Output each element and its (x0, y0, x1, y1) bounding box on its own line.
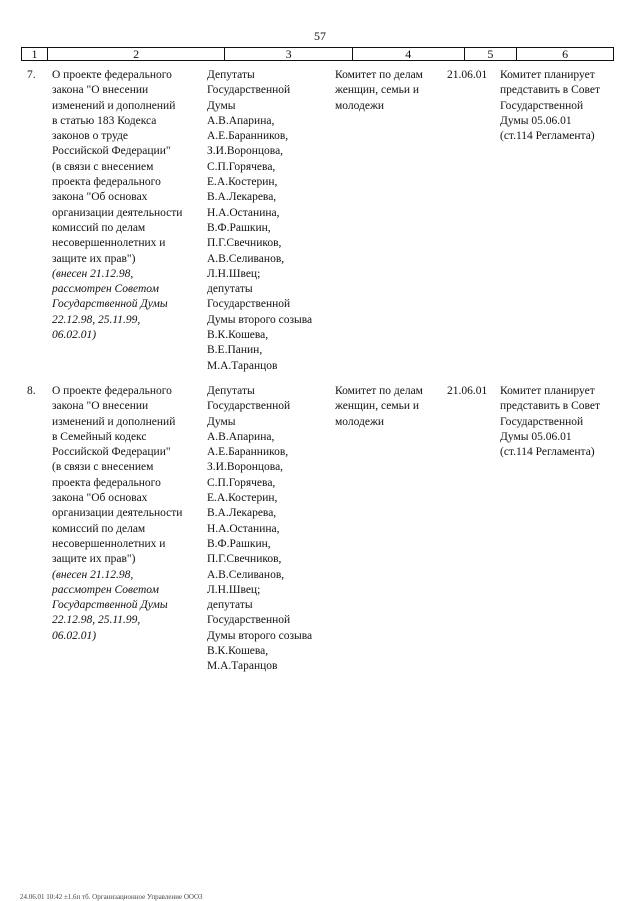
text-line: Комитет планирует (500, 69, 595, 81)
text-line: Думы (207, 99, 236, 112)
text-line: изменений и дополнений (52, 415, 176, 428)
text-line: Е.А.Костерин, (207, 492, 278, 505)
bill-title (52, 384, 202, 644)
entry-number: 7. (27, 69, 36, 81)
text-line: Государственной (207, 298, 291, 311)
text-line: Е.А.Костерин, (207, 176, 278, 189)
text-line: организации деятельности (52, 206, 183, 219)
text-line: Депутаты (207, 385, 255, 397)
entry-number: 8. (27, 385, 36, 397)
text-line: В.А.Лекарева, (207, 191, 277, 204)
text-line: защите их прав") (52, 252, 136, 265)
text-line: (внесен 21.12.98, (52, 568, 134, 581)
text-line: комиссий по делам (52, 522, 146, 535)
header-col-3: 3 (225, 48, 353, 60)
text-line: С.П.Горячева, (207, 476, 276, 489)
text-line: А.В.Селиванов, (207, 252, 285, 265)
text-line: (в связи с внесением (52, 461, 154, 474)
text-line: А.В.Селиванов, (207, 568, 285, 581)
text-line: в Семейный кодекс (52, 430, 147, 443)
text-line: законов о труде (52, 130, 128, 143)
text-line: Депутаты (207, 69, 255, 81)
responsible-committee (335, 384, 443, 430)
text-line: О проекте федерального (52, 69, 172, 81)
text-line: Л.Н.Швец; (207, 267, 261, 280)
text-line: В.Ф.Рашкин, (207, 221, 271, 234)
committee-note (500, 68, 618, 144)
text-line: Государственной Думы (52, 599, 168, 612)
responsible-committee (335, 68, 443, 114)
text-line: А.Е.Баранников, (207, 130, 289, 143)
text-line: Н.А.Останина, (207, 206, 280, 219)
text-line: Думы второго созыва (207, 629, 313, 642)
text-line: организации деятельности (52, 507, 183, 520)
text-line: Государственной (207, 84, 291, 97)
review-date: 21.06.01 (447, 385, 488, 397)
text-line: О проекте федерального (52, 385, 172, 397)
text-line: 22.12.98, 25.11.99, (52, 614, 141, 627)
text-line: Комитет планирует (500, 385, 595, 397)
table-header-row (21, 47, 614, 61)
text-line: представить в Совет (500, 84, 601, 97)
text-line: 22.12.98, 25.11.99, (52, 313, 141, 326)
text-line: В.Ф.Рашкин, (207, 537, 271, 550)
text-line: В.А.Лекарева, (207, 507, 277, 520)
fax-footer: 24.06.01 10:42 ±1.6п тб. Организационное Управление ООО3 (20, 893, 203, 901)
text-line: М.А.Таранцов (207, 359, 278, 372)
text-line: Думы второго созыва (207, 313, 313, 326)
text-line: изменений и дополнений (52, 99, 176, 112)
bill-title (52, 68, 202, 343)
text-line: закона "Об основах (52, 492, 148, 505)
text-line: молодежи (335, 415, 385, 428)
committee-note (500, 384, 618, 460)
text-line: П.Г.Свечников, (207, 553, 282, 566)
text-line: З.И.Воронцова, (207, 461, 284, 474)
text-line: Российской Федерации" (52, 145, 171, 158)
text-line: А.Е.Баранников, (207, 446, 289, 459)
header-col-4: 4 (353, 48, 465, 60)
text-line: закона "О внесении (52, 84, 149, 97)
text-line: 06.02.01) (52, 329, 97, 342)
header-col-2: 2 (48, 48, 225, 60)
text-line: Государственной (500, 99, 584, 112)
text-line: закона "О внесении (52, 400, 149, 413)
bill-authors (207, 384, 332, 675)
text-line: несовершеннолетних и (52, 537, 166, 550)
text-line: Государственной (207, 400, 291, 413)
text-line: А.В.Апарина, (207, 430, 275, 443)
text-line: Российской Федерации" (52, 446, 171, 459)
text-line: рассмотрен Советом (52, 283, 159, 296)
text-line: С.П.Горячева, (207, 160, 276, 173)
text-line: Государственной (500, 415, 584, 428)
review-date: 21.06.01 (447, 69, 488, 81)
text-line: П.Г.Свечников, (207, 237, 282, 250)
text-line: женщин, семьи и (335, 400, 420, 413)
bill-history (52, 568, 202, 644)
text-line: А.В.Апарина, (207, 114, 275, 127)
text-line: несовершеннолетних и (52, 237, 166, 250)
text-line: В.Е.Панин, (207, 344, 263, 357)
header-col-1: 1 (22, 48, 48, 60)
text-line: депутаты (207, 283, 253, 296)
text-line: В.К.Кошева, (207, 645, 269, 658)
text-line: Думы (207, 415, 236, 428)
text-line: (ст.114 Регламента) (500, 446, 595, 459)
text-line: комиссий по делам (52, 221, 146, 234)
text-line: (ст.114 Регламента) (500, 130, 595, 143)
text-line: женщин, семьи и (335, 84, 420, 97)
bill-history (52, 267, 202, 343)
text-line: Л.Н.Швец; (207, 583, 261, 596)
text-line: защите их прав") (52, 553, 136, 566)
text-line: закона "Об основах (52, 191, 148, 204)
text-line: (внесен 21.12.98, (52, 267, 134, 280)
text-line: молодежи (335, 99, 385, 112)
text-line: представить в Совет (500, 400, 601, 413)
text-line: Государственной Думы (52, 298, 168, 311)
text-line: Думы 05.06.01 (500, 114, 572, 127)
text-line: Комитет по делам (335, 385, 423, 397)
text-line: З.И.Воронцова, (207, 145, 284, 158)
text-line: В.К.Кошева, (207, 329, 269, 342)
text-line: Государственной (207, 614, 291, 627)
text-line: Н.А.Останина, (207, 522, 280, 535)
bill-authors (207, 68, 332, 374)
text-line: Думы 05.06.01 (500, 430, 572, 443)
text-line: рассмотрен Советом (52, 583, 159, 596)
text-line: М.А.Таранцов (207, 660, 278, 673)
page-number: 57 (314, 29, 326, 43)
text-line: проекта федерального (52, 476, 161, 489)
header-col-5: 5 (465, 48, 518, 60)
text-line: Комитет по делам (335, 69, 423, 81)
text-line: проекта федерального (52, 176, 161, 189)
text-line: (в связи с внесением (52, 160, 154, 173)
text-line: депутаты (207, 599, 253, 612)
header-col-6: 6 (562, 47, 569, 61)
text-line: 06.02.01) (52, 629, 97, 642)
text-line: в статью 183 Кодекса (52, 114, 157, 127)
